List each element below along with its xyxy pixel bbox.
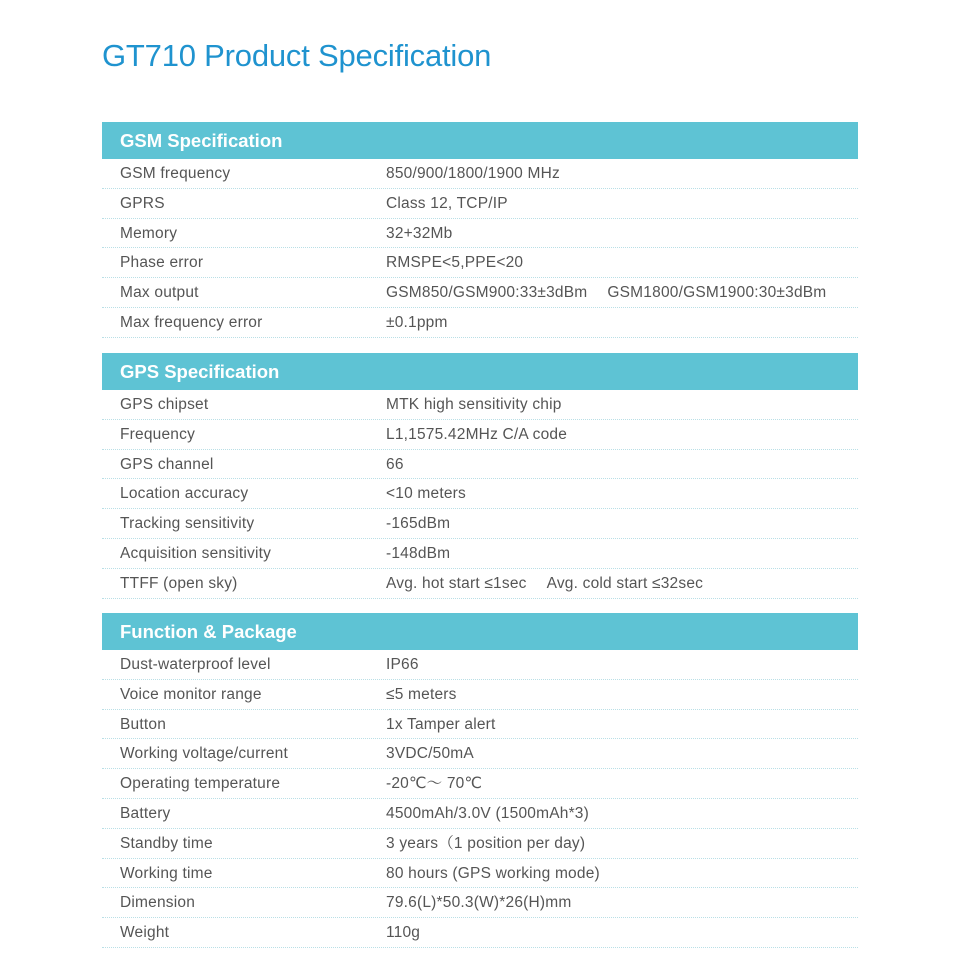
spec-label: GSM frequency: [120, 165, 231, 182]
spec-row: [102, 888, 858, 918]
spec-value: 66: [386, 455, 404, 473]
spec-label: Memory: [120, 224, 178, 242]
spec-label: Location accuracy: [120, 485, 249, 503]
spec-label: Working time: [120, 864, 213, 882]
spec-value: L1,1575.42MHz C/A code: [386, 425, 568, 443]
spec-value: ±0.1ppm: [386, 313, 448, 331]
spec-row: [102, 308, 858, 338]
spec-label: Battery: [120, 804, 171, 822]
spec-row: [102, 159, 858, 189]
spec-value: 79.6(L)*50.3(W)*26(H)mm: [386, 894, 572, 912]
spec-row: [102, 390, 858, 420]
spec-label: GPRS: [120, 194, 165, 212]
spec-row: [102, 539, 858, 569]
spec-row: [102, 829, 858, 859]
spec-value: ≤5 meters: [386, 685, 457, 703]
section-header: GSM Specification: [102, 122, 858, 159]
spec-value: 1x Tamper alert: [386, 715, 496, 733]
spec-label: TTFF (open sky): [120, 574, 238, 592]
spec-label: Dimension: [120, 894, 196, 912]
spec-label: Button: [120, 715, 167, 733]
spec-label: Voice monitor range: [120, 685, 262, 703]
spec-value: 4500mAh/3.0V (1500mAh*3): [386, 804, 589, 822]
page-title: GT710 Product Specification: [102, 38, 492, 73]
spec-value: IP66: [386, 656, 419, 673]
spec-value-part: GSM850/GSM900:33±3dBm: [386, 284, 588, 302]
spec-label: Phase error: [120, 254, 204, 272]
spec-row: [102, 278, 858, 308]
spec-row: [102, 479, 858, 509]
spec-row: [102, 650, 858, 680]
spec-row: [102, 918, 858, 948]
spec-label: GPS chipset: [120, 396, 209, 413]
spec-row: [102, 248, 858, 278]
spec-value: 32+32Mb: [386, 224, 453, 242]
spec-value-part: Avg. hot start ≤1sec: [386, 574, 527, 592]
spec-value: [386, 569, 858, 598]
section-header: GPS Specification: [102, 353, 858, 390]
section-header: Function & Package: [102, 613, 858, 650]
spec-value: Class 12, TCP/IP: [386, 194, 508, 212]
spec-row: [102, 710, 858, 740]
spec-row: [102, 769, 858, 799]
spec-label: Max output: [120, 284, 199, 302]
spec-value: -20℃～ 70℃: [386, 775, 483, 793]
spec-label: Dust-waterproof level: [120, 656, 271, 673]
spec-label: Operating temperature: [120, 775, 281, 793]
function-package-section: [102, 613, 858, 948]
spec-label: Frequency: [120, 425, 196, 443]
spec-value: -148dBm: [386, 544, 451, 562]
spec-value: <10 meters: [386, 485, 466, 503]
spec-label: Weight: [120, 924, 170, 942]
spec-value: [386, 278, 858, 307]
spec-value: 3 years（1 position per day): [386, 834, 586, 852]
spec-label: Acquisition sensitivity: [120, 544, 272, 562]
spec-row: [102, 799, 858, 829]
spec-row: [102, 739, 858, 769]
spec-label: GPS channel: [120, 455, 214, 473]
spec-row: [102, 859, 858, 889]
spec-value: 850/900/1800/1900 MHz: [386, 165, 560, 182]
gsm-spec-section: [102, 122, 858, 338]
spec-row: [102, 569, 858, 599]
spec-row: [102, 189, 858, 219]
spec-label: Tracking sensitivity: [120, 515, 255, 533]
gps-spec-section: [102, 353, 858, 599]
spec-value: RMSPE<5,PPE<20: [386, 254, 524, 272]
spec-row: [102, 509, 858, 539]
spec-value: 80 hours (GPS working mode): [386, 864, 600, 882]
spec-row: [102, 680, 858, 710]
spec-value-part: Avg. cold start ≤32sec: [546, 574, 704, 592]
spec-value-part: GSM1800/GSM1900:30±3dBm: [607, 284, 827, 302]
spec-label: Standby time: [120, 834, 213, 852]
spec-row: [102, 450, 858, 480]
spec-value: MTK high sensitivity chip: [386, 396, 562, 413]
spec-row: [102, 219, 858, 249]
spec-label: Working voltage/current: [120, 745, 289, 763]
spec-value: -165dBm: [386, 515, 451, 533]
spec-row: [102, 420, 858, 450]
spec-value: 110g: [386, 924, 421, 942]
spec-label: Max frequency error: [120, 313, 263, 331]
spec-value: 3VDC/50mA: [386, 745, 474, 763]
